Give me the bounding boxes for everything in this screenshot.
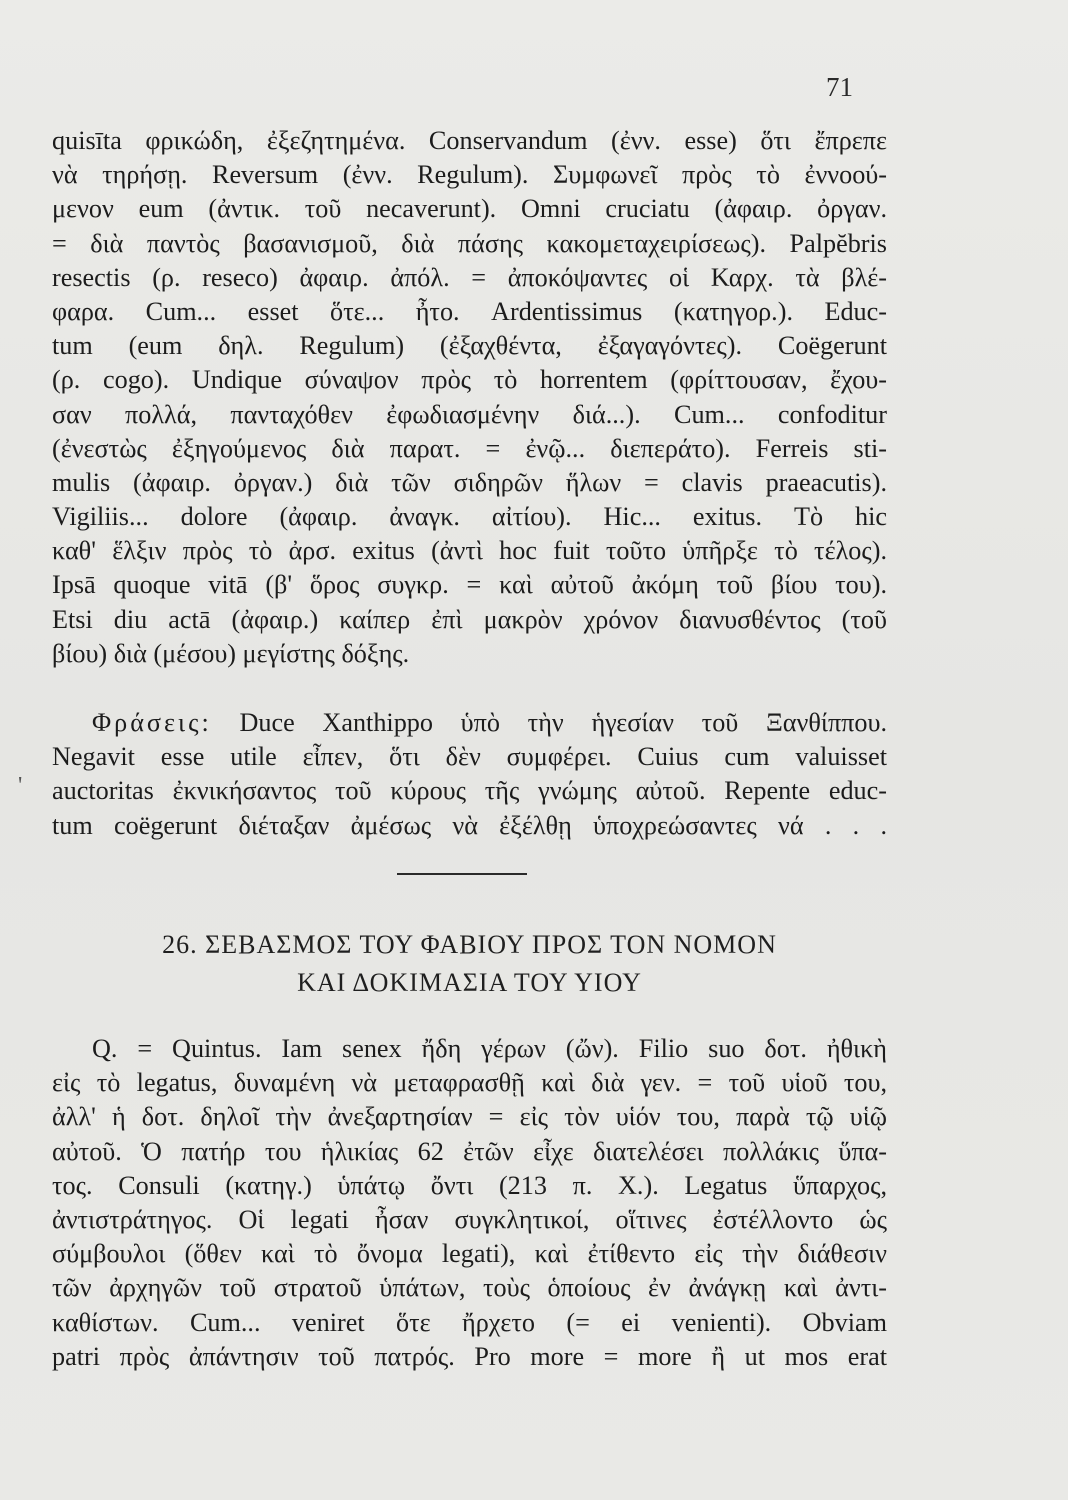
notes-line: Etsi diu actā (ἀφαιρ.) καίπερ ἐπὶ μακρὸν χρόνον διανυσθέντος (τοῦ [52, 604, 887, 634]
notes-line: resectis (ρ. reseco) ἀφαιρ. ἀπόλ. = ἀποκόψαντες οἱ Καρχ. τὰ βλέ- [52, 262, 887, 292]
notes-line: (ρ. cogo). Undique σύναψον πρὸς τὸ horrentem (φρίττουσαν, ἔχου- [52, 365, 887, 395]
phrases-line: auctoritas ἐκνικήσαντος τοῦ κύρους τῆς γνώμης αὐτοῦ. Repente educ- [52, 776, 887, 806]
phrases-first-line-text: Duce Xanthippo ὑπὸ τὴν ἡγεσίαν τοῦ Ξανθίππου. [239, 708, 888, 737]
chapter-line: αὐτοῦ. Ὁ πατήρ του ἡλικίας 62 ἐτῶν εἶχε διατελέσει πολλάκις ὕπα- [52, 1136, 887, 1166]
notes-line: Ipsā quoque vitā (β' ὅρος συγκρ. = καὶ αὐτοῦ ἀκόμη τοῦ βίου του). [52, 570, 887, 600]
notes-paragraph [52, 124, 887, 671]
notes-line: tum (eum δηλ. Regulum) (ἐξαχθέντα, ἐξαγαγόντες). Coëgerunt [52, 331, 887, 361]
chapter-notes-paragraph [52, 1032, 887, 1374]
page-number: 71 [826, 72, 853, 102]
phrases-first-line [52, 706, 887, 740]
phrases-label: Φράσεις: [92, 708, 212, 737]
notes-line: βίου) διὰ (μέσου) μεγίστης δόξης. [52, 638, 410, 668]
chapter-line: Q. = Quintus. Iam senex ἤδη γέρων (ὤν). Filio suo δοτ. ἠθικὴ [92, 1034, 887, 1063]
chapter-heading [52, 926, 887, 1002]
notes-line: Vigiliis... dolore (ἀφαιρ. ἀναγκ. αἰτίου). Hic... exitus. Τὸ hic [52, 502, 887, 532]
notes-line: (ἐνεστὼς ἐξηγούμενος διὰ παρατ. = ἐνῷ... διεπεράτο). Ferreis sti- [52, 433, 887, 463]
phrases-line: Negavit esse utile εἶπεν, ὅτι δὲν συμφέρει. Cuius cum valuisset [52, 742, 887, 772]
notes-line: σαν πολλά, πανταχόθεν ἐφωδιασμένην διά...). Cum... confoditur [52, 399, 887, 429]
chapter-line: εἰς τὸ legatus, δυναμένη νὰ μεταφρασθῇ καὶ διὰ γεν. = τοῦ υἱοῦ του, [52, 1068, 887, 1098]
chapter-line: patri πρὸς ἀπάντησιν τοῦ πατρός. Pro more = more ἢ ut mos erat [52, 1341, 887, 1371]
chapter-line: ἀλλ' ἡ δοτ. δηλοῖ τὴν ἀνεξαρτησίαν = εἰς τὸν υἱόν του, παρὰ τῷ υἱῷ [52, 1102, 887, 1132]
notes-line: mulis (ἀφαιρ. ὀργαν.) διὰ τῶν σιδηρῶν ἥλων = clavis praeacutis). [52, 467, 887, 497]
margin-mark: ' [18, 773, 23, 799]
chapter-line: τῶν ἀρχηγῶν τοῦ στρατοῦ ὑπάτων, τοὺς ὁποίους ἐν ἀνάγκῃ καὶ ἀντι- [52, 1273, 887, 1303]
chapter-heading-line: 26. ΣΕΒΑΣΜΟΣ ΤΟΥ ΦΑΒΙΟΥ ΠΡΟΣ ΤΟΝ ΝΟΜΟΝ [162, 930, 777, 959]
chapter-heading-line: ΚΑΙ ΔΟΚΙΜΑΣΙΑ ΤΟΥ ΥΙΟΥ [297, 968, 642, 997]
section-divider [397, 873, 527, 875]
chapter-line: καθίστων. Cum... veniret ὅτε ἤρχετο (= ei venienti). Obviam [52, 1307, 887, 1337]
notes-line: καθ' ἕλξιν πρὸς τὸ ἀρσ. exitus (ἀντὶ hoc fuit τοῦτο ὑπῆρξε τὸ τέλος). [52, 536, 887, 566]
notes-line: μενον eum (ἀντικ. τοῦ necaverunt). Omni cruciatu (ἀφαιρ. ὀργαν. [52, 194, 887, 224]
notes-line: νὰ τηρήσῃ. Reversum (ἐνν. Regulum). Συμφωνεῖ πρὸς τὸ ἐννοού- [52, 160, 887, 190]
notes-line: φαρα. Cum... esset ὅτε... ἦτο. Ardentissimus (κατηγορ.). Educ- [52, 296, 887, 326]
notes-line: = διὰ παντὸς βασανισμοῦ, διὰ πάσης κακομεταχειρίσεως). Palpĕbris [52, 228, 887, 258]
phrases-paragraph [52, 706, 887, 843]
phrases-line: tum coëgerunt διέταξαν ἀμέσως νὰ ἐξέλθῃ ὑποχρεώσαντες νά . . . [52, 810, 887, 840]
chapter-line: σύμβουλοι (ὅθεν καὶ τὸ ὄνομα legati), καὶ ἐτίθεντο εἰς τὴν διάθεσιν [52, 1239, 887, 1269]
chapter-line: ἀντιστράτηγος. Οἱ legati ἦσαν συγκλητικοί, οἵτινες ἐστέλλοντο ὡς [52, 1204, 887, 1234]
notes-line: quisīta φρικώδη, ἐξεζητημένα. Conservandum (ἐνν. esse) ὅτι ἔπρεπε [52, 126, 887, 155]
chapter-line: τος. Consuli (κατηγ.) ὑπάτῳ ὄντι (213 π. Χ.). Legatus ὕπαρχος, [52, 1170, 887, 1200]
